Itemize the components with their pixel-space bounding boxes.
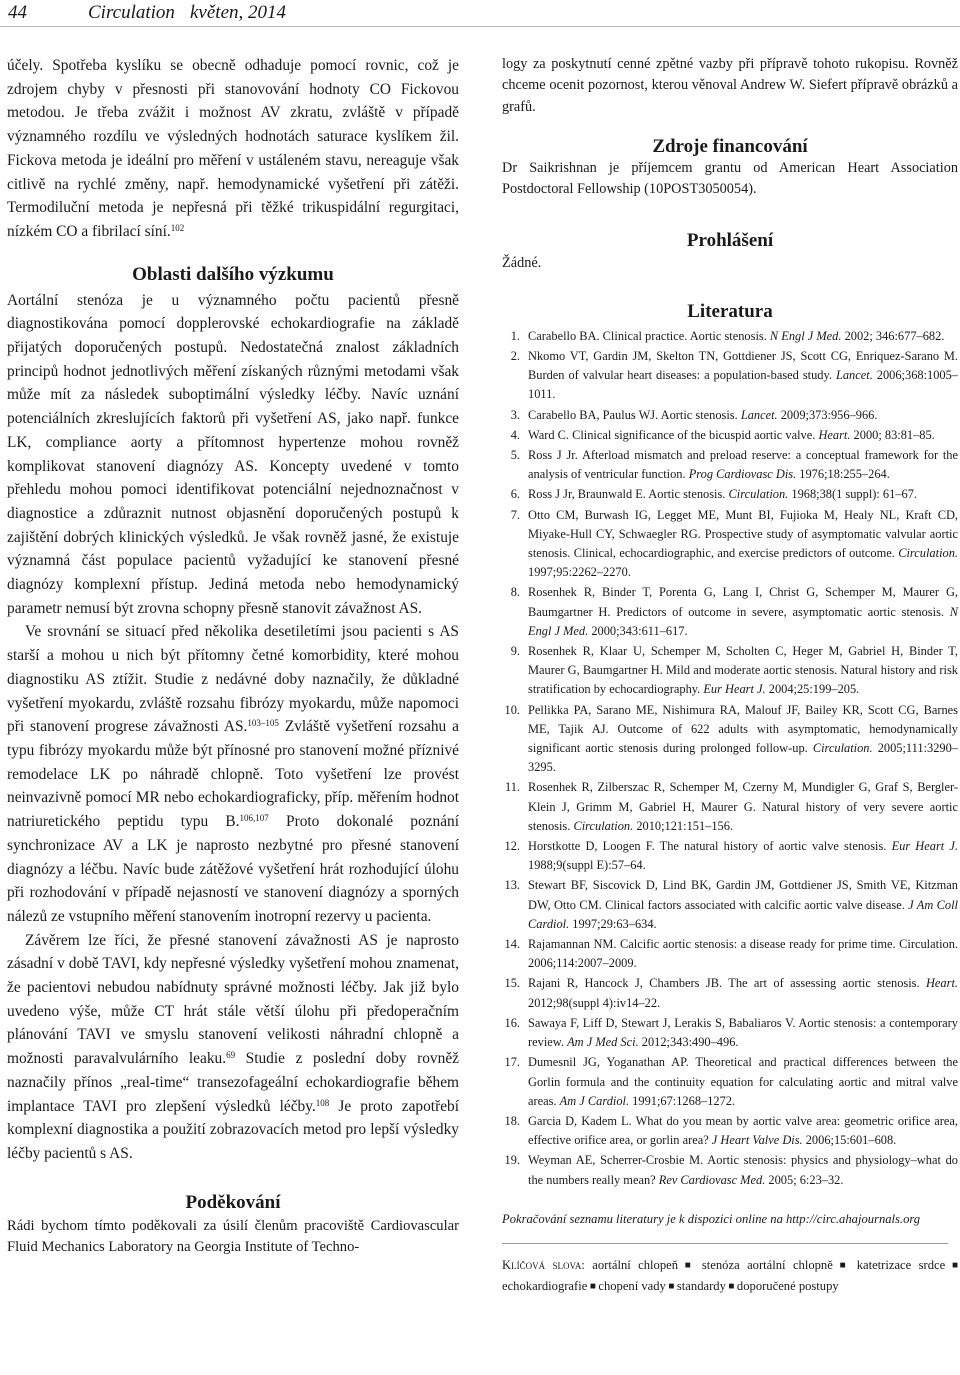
- reference-text: Rosenhek R, Zilberszac R, Schemper M, Czerny M, Mundigler G, Graf S, Bergler-Klein J, Grimm M, Gabriel H, Maurer G. Natural history of very severe aortic stenosis.: [528, 780, 958, 833]
- bullet-square-icon: ■: [678, 1260, 702, 1272]
- section-title-references: Literatura: [687, 300, 773, 322]
- reference-number: 6.: [510, 487, 520, 502]
- reference-citation: 2012;343:490–496.: [638, 1035, 739, 1050]
- reference-list: [502, 327, 958, 1190]
- reference-number: 4.: [510, 427, 520, 442]
- paragraph-ack-continued: logy za poskytnutí cenné zpětné vazby při přípravě tohoto rukopisu. Rovněž chceme ocenit pozornost, kterou věnoval Andrew W. Siefert přípravě obrázků a grafů.: [502, 56, 958, 115]
- reference-journal: Eur Heart J.: [703, 682, 766, 697]
- reference-citation: 2000; 83:81–85.: [850, 427, 935, 442]
- reference-journal: Circulation.: [898, 546, 958, 561]
- reference-item: [502, 1112, 958, 1150]
- keyword: standardy: [676, 1279, 726, 1294]
- reference-number: 13.: [504, 878, 520, 893]
- keywords-label: Klíčová slova:: [502, 1258, 585, 1273]
- reference-text: Pellikka PA, Sarano ME, Nishimura RA, Malouf JF, Bailey KR, Scott CG, Barnes ME, Tajik AJ. Outcome of 622 adults with asymptomatic, hemodynamically significant aortic stenosis during prolonged follow-up.: [528, 702, 958, 756]
- reference-citation: 1968;38(1 suppl): 61–67.: [788, 487, 918, 502]
- reference-citation: 2002; 346:677–682.: [841, 328, 945, 343]
- reference-item: [502, 406, 958, 425]
- bullet-square-icon: ■: [665, 1281, 677, 1293]
- reference-citation: 2004;25:199–205.: [765, 682, 860, 697]
- running-header: [0, 0, 960, 27]
- reference-citation: 2005; 6:23–32.: [765, 1172, 844, 1187]
- reference-text: Garcia D, Kadem L. What do you mean by aortic valve area: geometric orifice area, effective orifice area, or gorlin area?: [528, 1113, 958, 1148]
- section-title-disclosures: Prohlášení: [686, 230, 774, 252]
- reference-number: 7.: [510, 507, 520, 522]
- bullet-square-icon: ■: [587, 1281, 599, 1293]
- reference-citation: 2005;111:3290–3295.: [528, 741, 959, 775]
- reference-citation: 2009;373:956–966.: [777, 407, 878, 422]
- reference-item: [502, 1014, 958, 1052]
- bullet-square-icon: ■: [945, 1260, 959, 1272]
- reference-citation: 1997;29:63–634.: [569, 916, 657, 931]
- reference-number: 3.: [510, 407, 520, 422]
- reference-item: [502, 327, 958, 346]
- paragraph-top: účely. Spotřeba kyslíku se obecně odhaduje pomocí rovnic, což je zdrojem chyby v přesnosti při stanovování hodnoty CO Fickovou metodou. Je třeba zvážit i možnost AV zkratu, zvláště v případě významného rozdílu ve výsledných hodnotách saturace kyslíkem žil. Fickova metoda je ideální pro měření v ustáleném stavu, nereaguje však citlivě na rychlé změny, např. hemodynamické vyšetření při zátěži. Termodiluční metoda je nepřesná při těžké trikuspidální regurgitaci, nízkém CO a fibrilací síní.$^{102}$: [7, 57, 459, 240]
- reference-number: 2.: [510, 348, 520, 363]
- reference-item: [502, 837, 958, 875]
- reference-item: [502, 974, 958, 1012]
- journal-name: Circulation: [88, 2, 175, 23]
- paragraph-research-1: Aortální stenóza je u významného počtu pacientů přesně diagnostikována pomocí dopplerovské echokardiografie na základě přijatých doporučených postupů. Nedostatečná znalost základních principů hodnot jednotlivých měření získaných různými metodami však může mít za následek suboptimální výsledky léčby. Navíc uznání potenciálních zkreslujících faktorů při vyšetření AS, jako např. funkce LK, compliance aorty a přítomnost hypertenze mohou rovněž komplikovat stanovení diagnózy AS. Koncepty uvedené v tomto přehledu mohou pomoci identifikovat potenciální nejednoznačnost v diagnostice a zdůraznit nutnost objasnění doporučených postupů k zajištění dobrých klinických výsledků. Je však rovněž jasné, že existuje významná část populace pacientů vyžadující ke stanovení přesné diagnózy komplexní přístup. Jediná metoda nebo hemodynamický parametr nemusí být zrovna schopny přesně stanovit závažnost AS.: [7, 291, 459, 617]
- reference-journal: Am J Med Sci.: [567, 1035, 639, 1050]
- reference-number: 15.: [504, 976, 520, 991]
- issue-date: květen, 2014: [190, 2, 287, 23]
- reference-journal: N Engl J Med.: [528, 604, 958, 638]
- reference-citation: 1976;18:255–264.: [796, 467, 890, 482]
- reference-journal: Lancet.: [835, 368, 873, 383]
- keywords-divider: [502, 1243, 948, 1244]
- reference-text: Ross J Jr, Braunwald E. Aortic stenosis.: [528, 487, 729, 502]
- citation-ref: 108: [315, 1097, 330, 1108]
- keyword: aortální chlopeň: [592, 1258, 679, 1273]
- reference-text: Weyman AE, Scherrer-Crosbie M. Aortic stenosis: physics and physiology–what do the numbers really mean?: [528, 1153, 958, 1187]
- keyword: katetrizace srdce: [856, 1258, 946, 1273]
- reference-journal: Am J Cardiol.: [559, 1093, 630, 1108]
- section-title-acknowledgements: Poděkování: [185, 1191, 281, 1213]
- bullet-square-icon: ■: [832, 1260, 857, 1272]
- reference-number: 11.: [504, 780, 520, 795]
- bullet-square-icon: ■: [725, 1281, 737, 1293]
- reference-item: [502, 876, 958, 934]
- paragraph-funding: Dr Saikrishnan je příjemcem grantu od American Heart Association Postdoctoral Fellowship (10POST3050054).: [502, 159, 958, 198]
- keyword: stenóza aortální chlopně: [701, 1258, 833, 1273]
- reference-citation: 2010;121:151–156.: [633, 818, 734, 833]
- reference-journal: J Am Coll Cardiol.: [528, 897, 958, 931]
- reference-journal: Circulation.: [573, 818, 634, 833]
- reference-text: Sawaya F, Liff D, Stewart J, Lerakis S, Babaliaros V. Aortic stenosis: a contemporary review.: [528, 1015, 958, 1050]
- reference-number: 5.: [510, 448, 520, 462]
- reference-citation: 2000;343:611–617.: [588, 623, 688, 638]
- keywords-line: [502, 1255, 958, 1297]
- reference-citation: 2006;368:1005–1011.: [528, 368, 958, 402]
- reference-text: Rosenhek R, Binder T, Porenta G, Lang I, Christ G, Schemper M, Maurer G, Baumgartner H. Predictors of outcome in severe, asymptomatic aortic stenosis.: [528, 585, 958, 619]
- reference-journal: Heart.: [818, 427, 851, 442]
- reference-text: Rajani R, Hancock J, Chambers JB. The art of assessing aortic stenosis.: [528, 976, 926, 991]
- paragraph-research-2: Ve srovnání se situací před několika desetiletími jsou pacienti s AS starší a mohou u nich být přítomny četné komorbidity, které mohou diagnostiku AS ztížit. Studie z nedávné doby naznačily, že důkladné vyšetření myokardu, zvláště rozsahu fibrózy myokardu, může napomoci při stanovení progrese závažnosti AS.$^{103-105}$ Zvláště vyšetření rozsahu a typu fibrózy myokardu může být přínosné pro stanovení možné příznivé remodelace LK po náhradě chlopně. Toto vyšetření lze provést neinvazivně pomocí MR nebo echokardiograficky, příp. měřením hodnot natriuretického peptidu typu B.$^{106,107}$ Proto dokonalé poznání synchronizace AV a LK je naprosto nezbytné pro přesné stanovení diagnózy a léčbu. Navíc bude zátěžové vyšetření hrát rozhodující úlohu při rozhodování v případě nejasností ve stanovení diagnózy a sporných nálezů ze vstupního měření stanovením inotropní rezervy u pacienta.: [7, 623, 459, 925]
- reference-citation: 2012;98(suppl 4):iv14–22.: [528, 995, 661, 1010]
- reference-item: [502, 583, 958, 641]
- reference-number: 8.: [510, 585, 520, 600]
- reference-citation: 1997;95:2262–2270.: [528, 565, 631, 580]
- reference-text: Rajamannan NM. Calcific aortic stenosis: a disease ready for prime time. Circulation. 2006;114:2007–2009.: [528, 937, 958, 971]
- citation-ref: 103–105: [247, 718, 279, 729]
- reference-item: [502, 778, 958, 836]
- reference-number: 18.: [504, 1113, 520, 1128]
- reference-item: [502, 642, 958, 700]
- reference-citation: 1991;67:1268–1272.: [629, 1093, 736, 1108]
- reference-journal: Eur Heart J.: [891, 839, 958, 854]
- reference-journal: Heart.: [925, 976, 958, 991]
- reference-number: 9.: [510, 644, 520, 659]
- reference-number: 14.: [504, 937, 520, 952]
- reference-number: 19.: [504, 1153, 520, 1168]
- paragraph-research-3: Závěrem lze říci, že přesné stanovení závažnosti AS je naprosto zásadní v době TAVI, kdy nepřesné výsledky vyšetření mohou znamenat, že pacientovi nebudou nabídnuty správné možnosti léčby. Jak již bylo uvedeno výše, může CT hrát stále větší úlohu při předoperačním plánování TAVI ve smyslu stanovení velikosti náhradní chlopně a možnosti paravalvulárního leaku.$^{69}$ Studie z poslední doby rovněž naznačily přínos „real-time“ transezofageální echokardiografie během implantace TAVI pro zlepšení výsledků léčby.$^{108}$ Je proto zapotřebí komplexní diagnostika a použití zobrazovacích metod pro lepší výsledky léčby pacientů s AS.: [7, 931, 460, 1162]
- reference-item: [502, 485, 958, 504]
- reference-journal: Circulation.: [812, 741, 873, 756]
- reference-journal: N Engl J Med.: [769, 328, 842, 343]
- reference-journal: Rev Cardiovasc Med.: [658, 1172, 766, 1187]
- reference-text: Stewart BF, Siscovick D, Lind BK, Gardin JM, Gottdiener JS, Smith VE, Kitzman DW, Otto CM. Clinical factors associated with calcific aortic valve disease.: [528, 878, 958, 912]
- reference-item: [502, 1151, 958, 1189]
- reference-text: Carabello BA, Paulus WJ. Aortic stenosis.: [528, 407, 741, 422]
- page-number: 44: [8, 2, 27, 23]
- reference-journal: Prog Cardiovasc Dis.: [688, 467, 797, 482]
- paragraph-acknowledgements: Rádi bychom tímto poděkovali za úsilí členům pracoviště Cardiovascular Fluid Mechanics Laboratory na Georgia Institute of Techno-: [7, 1217, 459, 1255]
- reference-text: Ward C. Clinical significance of the bicuspid aortic valve.: [528, 427, 819, 442]
- reference-item: [502, 1053, 958, 1111]
- reference-number: 10.: [504, 702, 520, 717]
- citation-ref: 102: [170, 222, 185, 233]
- citation-ref: 69: [226, 1050, 236, 1061]
- references-continuation-note: Pokračování seznamu literatury je k dispozici online na http://circ.ahajournals.org: [502, 1211, 921, 1226]
- reference-text: Horstkotte D, Loogen F. The natural history of aortic valve stenosis.: [528, 839, 892, 854]
- keyword: chopení vady: [598, 1279, 666, 1294]
- reference-item: [502, 701, 958, 778]
- citation-ref: 106,107: [239, 813, 269, 824]
- reference-text: Otto CM, Burwash IG, Legget ME, Munt BI, Fujioka M, Healy NL, Kraft CD, Miyake-Hull CY, Schwaegler RG. Prospective study of asymptomatic valvular aortic stenosis. Clinical, echocardiographic, and exercise predictors of outcome.: [528, 507, 958, 561]
- reference-number: 1.: [510, 328, 520, 343]
- reference-item: [502, 347, 958, 405]
- reference-number: 12.: [504, 839, 520, 854]
- right-column: [502, 54, 958, 1297]
- section-title-funding: Zdroje financování: [652, 135, 808, 157]
- reference-text: Ross J Jr. Afterload mismatch and preload reserve: a conceptual framework for the analysis of ventricular function.: [528, 448, 958, 482]
- reference-item: [502, 506, 958, 583]
- keyword: doporučené postupy: [736, 1279, 839, 1294]
- reference-item: [502, 935, 958, 973]
- reference-text: Nkomo VT, Gardin JM, Skelton TN, Gottdiener JS, Scott CG, Enriquez-Sarano M. Burden of valvular heart diseases: a population-based study.: [528, 348, 958, 383]
- reference-journal: J Heart Valve Dis.: [711, 1133, 803, 1148]
- keyword: echokardiografie: [502, 1279, 588, 1294]
- paragraph-disclosures: Žádné.: [502, 255, 542, 272]
- reference-text: Carabello BA. Clinical practice. Aortic stenosis.: [528, 328, 770, 343]
- reference-number: 17.: [504, 1055, 520, 1070]
- reference-journal: Lancet.: [740, 407, 778, 422]
- reference-journal: Circulation.: [728, 487, 789, 502]
- reference-number: 16.: [504, 1015, 520, 1030]
- reference-citation: 1988;9(suppl E):57–64.: [528, 858, 646, 873]
- left-column: [7, 54, 459, 1258]
- reference-citation: 2006;15:601–608.: [802, 1133, 897, 1148]
- reference-text: Rosenhek R, Klaar U, Schemper M, Scholten C, Heger M, Gabriel H, Binder T, Maurer G, Baumgartner H. Mild and moderate aortic stenosis. Natural history and risk stratification by echocardiography.: [528, 644, 958, 697]
- reference-item: [502, 426, 958, 445]
- reference-item: [502, 446, 958, 484]
- reference-text: Dumesnil JG, Yoganathan AP. Theoretical and practical differences between the Gorlin formula and the continuity equation for calculating aortic and mitral valve areas.: [528, 1055, 958, 1108]
- section-title-future-research: Oblasti dalšího výzkumu: [132, 263, 334, 285]
